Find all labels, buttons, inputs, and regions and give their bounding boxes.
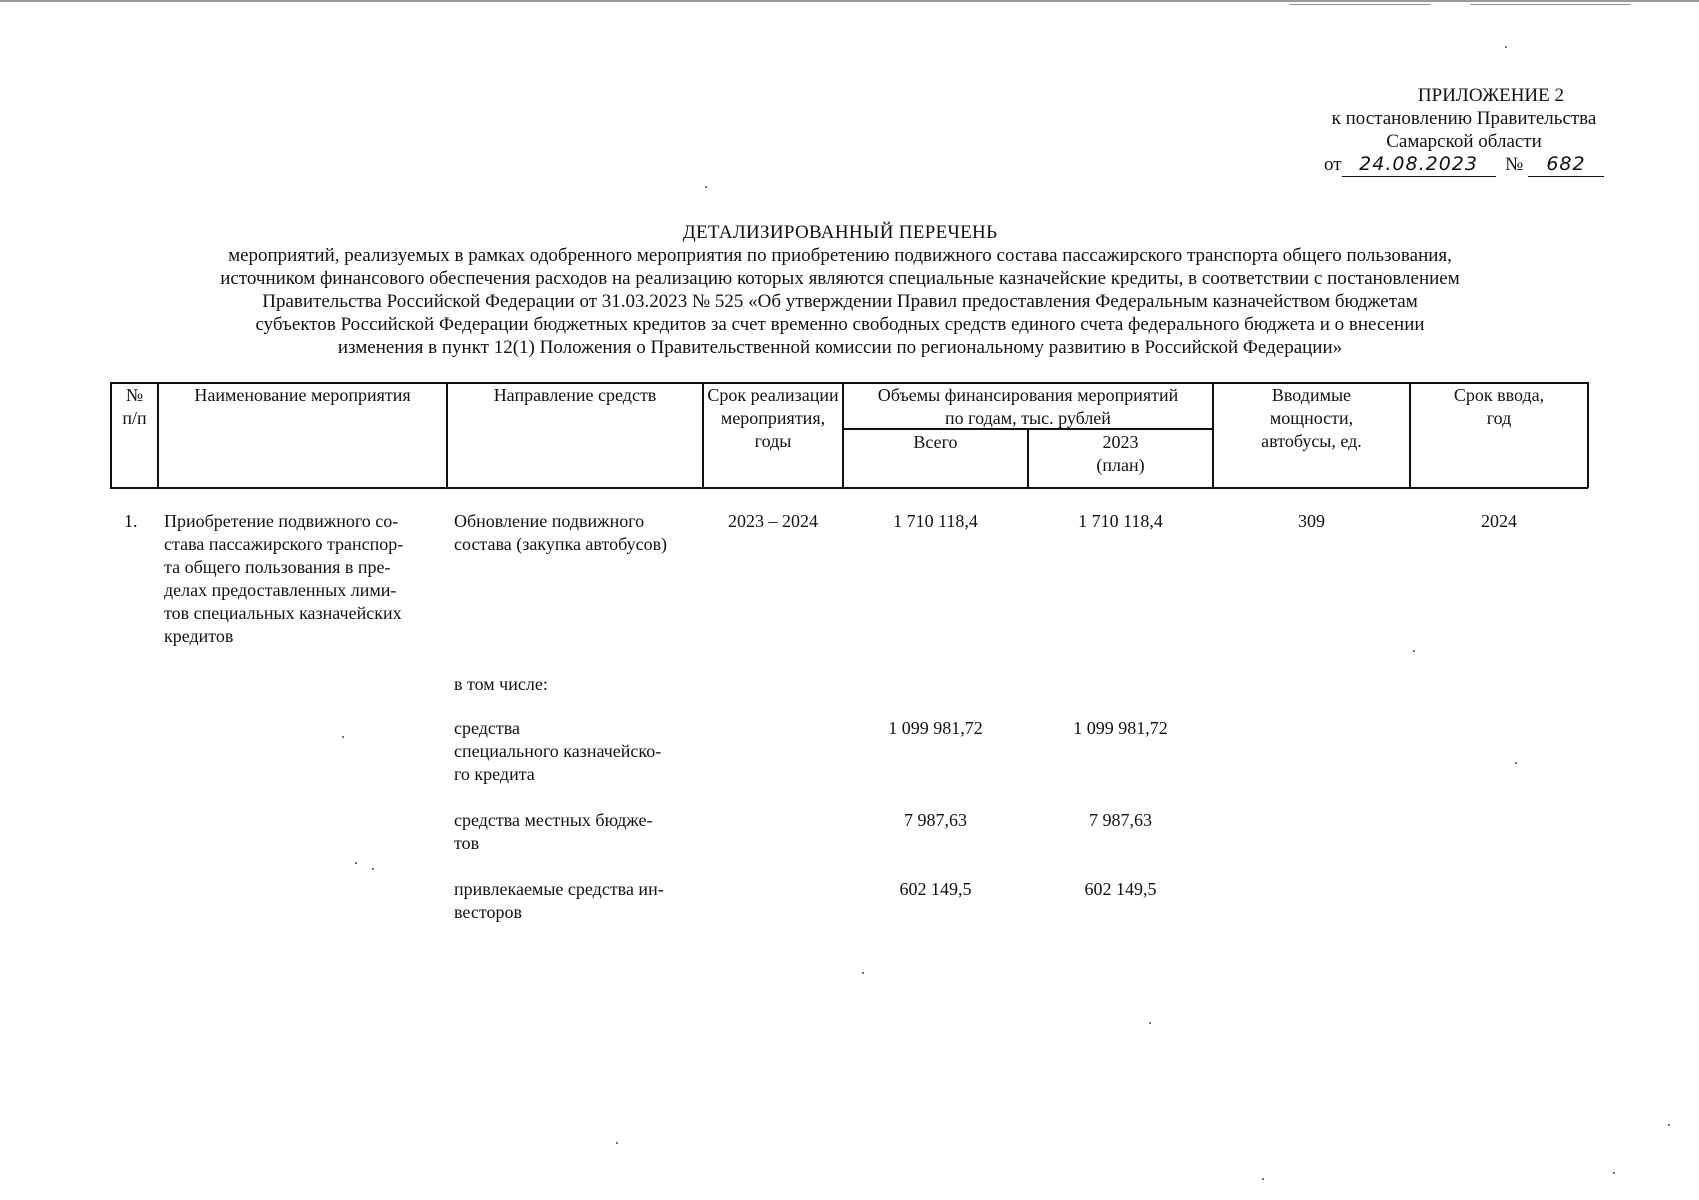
row-name-line: става пассажирского транспор-	[164, 534, 404, 554]
sub-row-year: 1 099 981,72	[1073, 718, 1168, 738]
header-no-line: №	[125, 385, 144, 405]
row-year: 1 710 118,4	[1078, 511, 1163, 531]
header-volumes-line: по годам, тыс. рублей	[945, 408, 1111, 428]
title-line: субъектов Российской Федерации бюджетных кредитов за счет временно свободных средств единого счета федерального бюджета и о внесении	[255, 314, 1425, 335]
sub-row-total: 1 099 981,72	[888, 718, 983, 738]
document-title	[170, 221, 1510, 359]
header-year	[1029, 431, 1212, 477]
sub-row-year: 7 987,63	[1089, 810, 1152, 830]
scan-speck	[705, 186, 707, 188]
header-year-line: 2023	[1102, 432, 1139, 452]
col-divider	[1587, 382, 1589, 488]
appendix-date-line	[1304, 153, 1624, 177]
header-no	[112, 384, 157, 430]
title-line: мероприятий, реализуемых в рамках одобренного мероприятия по приобретению подвижного состава пассажирского транспорта общего пользования,	[228, 245, 1452, 266]
header-capacity	[1214, 384, 1409, 453]
appendix-line-1: к постановлению Правительства	[1331, 108, 1597, 129]
sub-row-total: 602 149,5	[899, 879, 972, 899]
row-name-line: делах предоставленных лими-	[164, 580, 397, 600]
including-label: в том числе:	[454, 674, 548, 694]
sub-row-label-line: привлекаемые средства ин-	[454, 879, 664, 899]
handwritten-number: 682	[1528, 153, 1604, 177]
row-name-line: Приобретение подвижного со-	[164, 511, 399, 531]
header-term-line: годы	[754, 431, 792, 451]
header-term-line: Срок реализации	[707, 385, 839, 405]
header-total: Всего	[913, 432, 958, 452]
appendix-line-2: Самарской области	[1386, 131, 1542, 152]
table-border-bottom	[110, 487, 1588, 489]
header-volumes	[844, 384, 1212, 430]
scan-speck	[1515, 762, 1517, 764]
row-direction-line: Обновление подвижного	[454, 511, 645, 531]
scan-speck	[1505, 46, 1507, 48]
scan-speck	[1668, 1124, 1670, 1126]
row-capacity: 309	[1298, 511, 1325, 531]
header-capacity-line: Вводимые	[1271, 385, 1352, 405]
header-name: Наименование мероприятия	[194, 385, 411, 405]
sub-row-label-line: средства местных бюдже-	[454, 810, 653, 830]
sub-row-label	[454, 809, 704, 855]
sub-row-total: 7 987,63	[904, 810, 967, 830]
title-line: изменения в пункт 12(1) Положения о Правительственной комиссии по региональному развитию в Российской Федерации»	[337, 337, 1343, 358]
header-volumes-line: Объемы финансирования мероприятий	[877, 385, 1179, 405]
sub-row-year: 602 149,5	[1084, 879, 1157, 899]
sub-row-label-line: тов	[454, 833, 480, 853]
scan-speck	[616, 1142, 618, 1144]
appendix-block	[1304, 84, 1624, 177]
header-capacity-line: мощности,	[1269, 408, 1354, 428]
appendix-heading: ПРИЛОЖЕНИЕ 2	[1417, 85, 1564, 106]
header-capacity-line: автобусы, ед.	[1261, 431, 1362, 451]
sub-row-label-line: го кредита	[454, 764, 535, 784]
row-term: 2023 – 2024	[728, 511, 818, 531]
scan-speck	[372, 868, 374, 870]
scan-speck	[342, 736, 344, 738]
row-name	[164, 510, 449, 648]
sub-row-label-line: весторов	[454, 902, 522, 922]
scan-speck	[1262, 1178, 1264, 1180]
sub-row-label	[454, 878, 704, 924]
header-term-line: мероприятия,	[720, 408, 826, 428]
title-line: источником финансового обеспечения расходов на реализацию которых являются специальные казначейские кредиты, в соответствии с постановлением	[220, 268, 1460, 289]
scan-speck	[1613, 1172, 1615, 1174]
number-label: №	[1505, 154, 1524, 175]
header-direction: Направление средств	[493, 385, 657, 405]
header-year-line: (план)	[1096, 455, 1145, 475]
scan-speck	[862, 972, 864, 974]
header-no-line: п/п	[122, 408, 147, 428]
title-line: Правительства Российской Федерации от 31.03.2023 № 525 «Об утверждении Правил предоставления Федеральным казначейством бюджетам	[262, 291, 1418, 312]
sub-row-label-line: средства	[454, 718, 521, 738]
scan-speck	[1413, 650, 1415, 652]
row-direction	[454, 510, 704, 556]
scan-top-edge	[0, 0, 1699, 2]
title-main: ДЕТАЛИЗИРОВАННЫЙ ПЕРЕЧЕНЬ	[682, 222, 998, 243]
handwritten-date: 24.08.2023	[1342, 153, 1496, 177]
header-commission-line: год	[1486, 408, 1512, 428]
row-no: 1.	[124, 511, 138, 531]
sub-row-label	[454, 717, 704, 786]
row-name-line: тов специальных казначейских	[164, 603, 402, 623]
row-name-line: та общего пользования в пре-	[164, 557, 391, 577]
row-commission: 2024	[1481, 511, 1517, 531]
header-commission	[1411, 384, 1587, 430]
scan-artifact	[1470, 4, 1630, 5]
header-commission-line: Срок ввода,	[1453, 385, 1545, 405]
scan-speck	[1149, 1022, 1151, 1024]
row-name-line: кредитов	[164, 626, 234, 646]
scan-speck	[355, 862, 357, 864]
header-term	[704, 384, 842, 453]
sub-row-label-line: специального казначейско-	[454, 741, 662, 761]
row-total: 1 710 118,4	[893, 511, 978, 531]
scan-artifact	[1290, 4, 1430, 5]
from-label: от	[1324, 154, 1342, 175]
row-direction-line: состава (закупка автобусов)	[454, 534, 668, 554]
